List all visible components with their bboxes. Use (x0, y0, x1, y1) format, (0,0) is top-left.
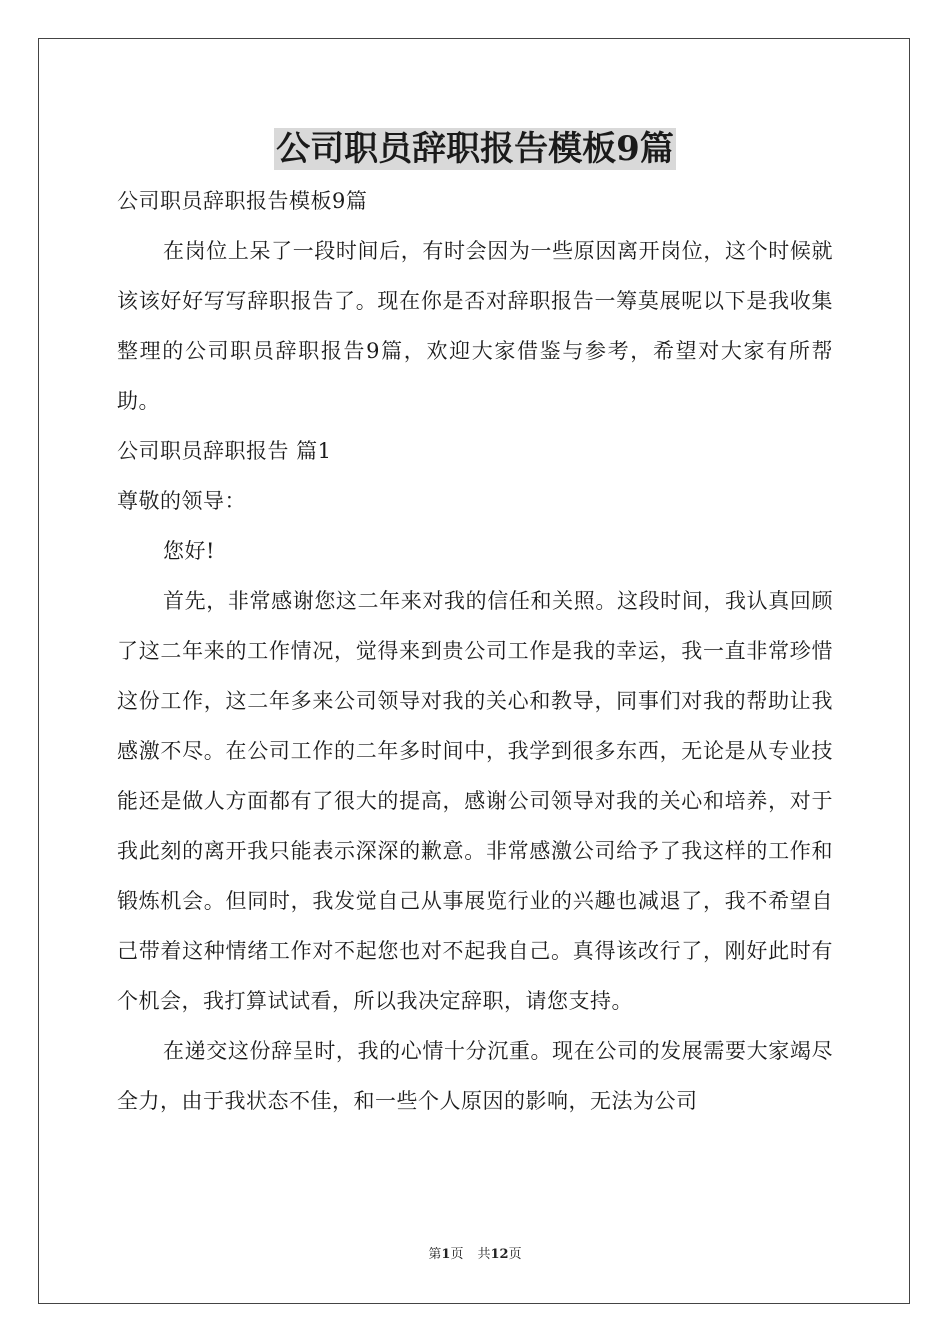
total-suffix: 页 (508, 1247, 522, 1262)
page-footer (0, 1246, 950, 1264)
salutation: 尊敬的领导： (117, 489, 246, 513)
paragraph: 在递交这份辞呈时，我的心情十分沉重。现在公司的发展需要大家竭尽全力，由于我状态不佳，和一些个人原因的影响，无法为公司 (117, 1039, 833, 1113)
paragraph: 在岗位上呆了一段时间后，有时会因为一些原因离开岗位，这个时候就该该好好写写辞职报告了。现在你是否对辞职报告一筹莫展呢以下是我收集整理的公司职员辞职报告9篇，欢迎大家借鉴与参考，希望对大家有所帮助。 (117, 239, 833, 413)
paragraph: 首先，非常感谢您这二年来对我的信任和关照。这段时间，我认真回顾了这二年来的工作情况，觉得来到贵公司工作是我的幸运，我一直非常珍惜这份工作，这二年多来公司领导对我的关心和教导，同事们对我的帮助让我感激不尽。在公司工作的二年多时间中，我学到很多东西，无论是从专业技能还是做人方面都有了很大的提高，感谢公司领导对我的关心和培养，对于我此刻的离开我只能表示深深的歉意。非常感激公司给予了我这样的工作和锻炼机会。但同时，我发觉自己从事展览行业的兴趣也减退了，我不希望自己带着这种情绪工作对不起您也对不起我自己。真得该改行了，刚好此时有个机会，我打算试试看，所以我决定辞职，请您支持。 (117, 589, 833, 1013)
section-heading: 公司职员辞职报告 篇1 (117, 439, 332, 463)
total-pages: 12 (490, 1247, 509, 1262)
page-prefix: 第 (428, 1247, 442, 1262)
title-container (0, 128, 950, 170)
document-body (117, 176, 833, 1126)
page-suffix: 页 (450, 1247, 464, 1262)
paragraph: 公司职员辞职报告模板9篇 (117, 189, 368, 213)
total-prefix: 共 (477, 1247, 491, 1262)
page-number: 1 (441, 1247, 451, 1262)
document-title: 公司职员辞职报告模板9篇 (276, 129, 674, 169)
greeting: 您好! (163, 539, 215, 563)
